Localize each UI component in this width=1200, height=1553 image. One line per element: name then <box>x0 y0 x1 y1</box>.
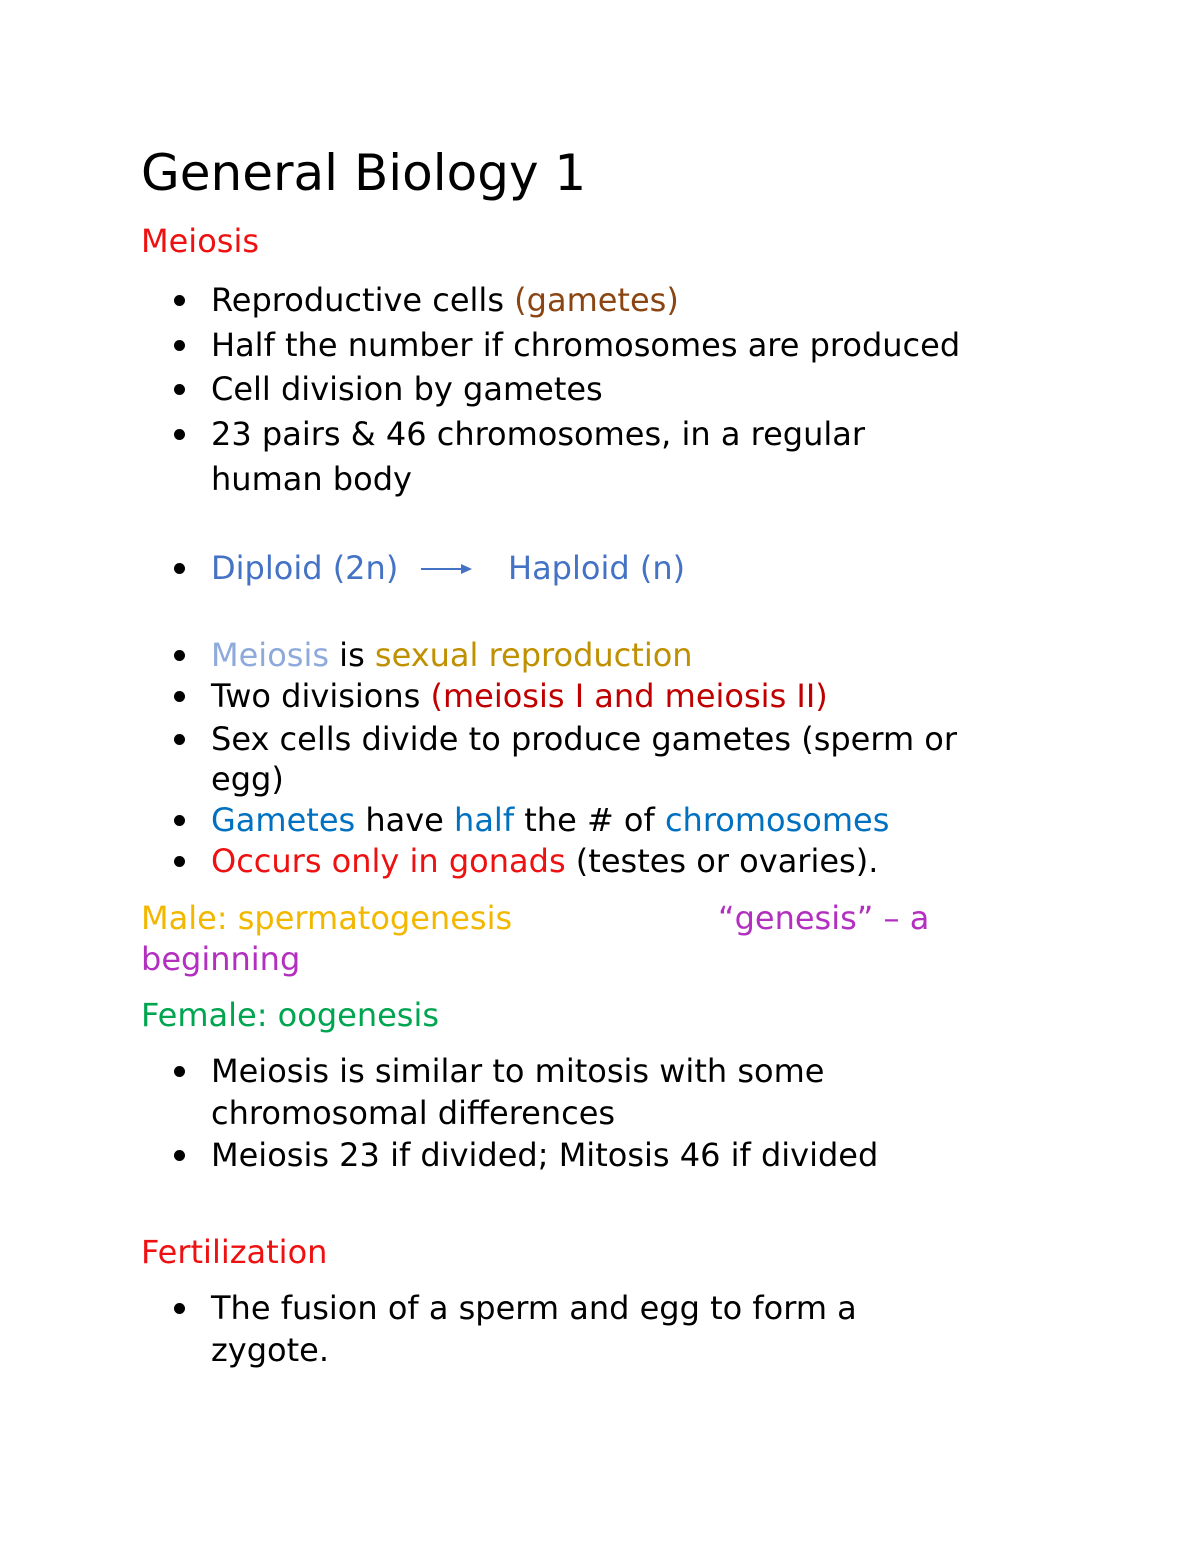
list-item-gametes-half: Gametes have half the # of chromosomes <box>211 801 890 839</box>
list-item-similar-mitosis-line1: Meiosis is similar to mitosis with some <box>211 1052 825 1090</box>
list-item-similar-mitosis-line2: chromosomal differences <box>211 1094 616 1132</box>
male-label: Male: spermatogenesis <box>141 899 513 937</box>
list-item-reproductive-cells: Reproductive cells (gametes) <box>211 281 679 319</box>
list-item-23-pairs-line2: human body <box>211 460 412 498</box>
list-item-two-divisions: Two divisions (meiosis I and meiosis II) <box>211 677 828 715</box>
list-item-23-pairs-line1: 23 pairs & 46 chromosomes, in a regular <box>211 415 866 453</box>
list-item-half-number: Half the number if chromosomes are produced <box>211 326 961 364</box>
list-item-cell-division: Cell division by gametes <box>211 370 603 408</box>
list-item-fusion-line2: zygote. <box>211 1331 330 1369</box>
arrow-right-icon <box>421 560 473 578</box>
list-item-meiosis-vs-mitosis: Meiosis 23 if divided; Mitosis 46 if divided <box>211 1136 879 1174</box>
female-label: Female: oogenesis <box>141 996 440 1034</box>
meiosis-heading: Meiosis <box>141 222 259 260</box>
list-item-fusion-line1: The fusion of a sperm and egg to form a <box>211 1289 857 1327</box>
list-item-sexual-reproduction: Meiosis is sexual reproduction <box>211 636 693 674</box>
bullet-icon <box>174 1150 185 1161</box>
bullet-icon <box>174 856 185 867</box>
bullet-icon <box>174 563 185 574</box>
haploid-label: Haploid (n) <box>508 549 686 587</box>
fertilization-heading: Fertilization <box>141 1233 328 1271</box>
genesis-definition-line1: “genesis” – a <box>718 899 930 937</box>
bullet-icon <box>174 650 185 661</box>
bullet-icon <box>174 691 185 702</box>
bullet-icon <box>174 1066 185 1077</box>
list-item-gonads: Occurs only in gonads (testes or ovaries). <box>211 842 879 880</box>
bullet-icon <box>174 429 185 440</box>
list-item-sex-cells-line1: Sex cells divide to produce gametes (sperm or <box>211 720 958 758</box>
page-title: General Biology 1 <box>141 144 587 202</box>
diploid-label: Diploid (2n) <box>211 549 399 587</box>
bullet-icon <box>174 384 185 395</box>
bullet-icon <box>174 340 185 351</box>
bullet-icon <box>174 734 185 745</box>
bullet-icon <box>174 1303 185 1314</box>
genesis-definition-line2: beginning <box>141 940 301 978</box>
bullet-icon <box>174 815 185 826</box>
bullet-icon <box>174 295 185 306</box>
list-item-sex-cells-line2: egg) <box>211 760 284 798</box>
